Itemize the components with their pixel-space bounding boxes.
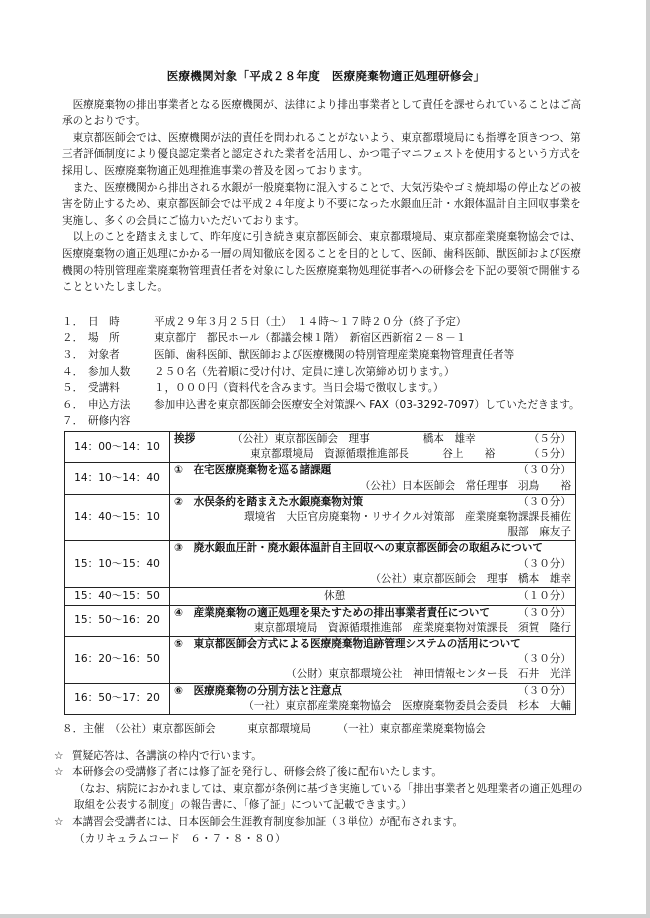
speaker-org: （公社）東京都医師会 理事 <box>232 432 370 445</box>
session-duration: （３０分） <box>518 606 571 619</box>
star-icon: ☆ <box>54 766 64 779</box>
table-row <box>65 463 576 494</box>
event-details <box>62 314 590 430</box>
note-subtext <box>62 831 590 848</box>
note-item <box>54 748 590 765</box>
session-duration: （１０分） <box>518 589 571 602</box>
detail-number: ５． <box>62 382 84 395</box>
detail-number: ７． <box>62 415 84 428</box>
program-table <box>64 431 576 715</box>
detail-label: 日 時 <box>88 315 120 328</box>
session-cell <box>170 463 576 494</box>
detail-number: ６． <box>62 398 84 411</box>
speaker-name: 橋本 雄幸 <box>518 572 571 585</box>
speaker-org: （公財）東京都環境公社 神田情報センター長 <box>285 668 509 681</box>
detail-audience <box>62 347 590 364</box>
detail-value: 東京都庁 都民ホール（都議会棟１階） 新宿区西新宿２－８－１ <box>154 332 467 345</box>
session-duration: （３０分） <box>518 684 571 697</box>
intro-paragraph-1: 医療廃棄物の排出事業者となる医療機関が、法律により排出事業者として責任を課せられていることはご高承のとおりです。 <box>62 98 582 128</box>
session-title: ① 在宅医療廃棄物を巡る諸課題 <box>174 464 332 477</box>
speaker-org: 環境省 大臣官房廃棄物・リサイクル対策部 産業廃棄物課課長補佐 <box>244 510 571 523</box>
notes-section <box>54 748 590 848</box>
intro-paragraph-2: 東京都医師会では、医療機関が法的責任を問われることがないよう、東京都環境局にも指導を頂きつつ、第三者評価制度により優良認定業者と認定された業者を活用し、かつ電子マニフェストを使用するという方式を採用し、医療廃棄物適正処理推進事業の普及を図っております。 <box>62 131 581 177</box>
session-duration: （５分） <box>528 432 571 445</box>
speaker-org: （一社）東京都産業廃棄物協会 医療廃棄物委員会委員 <box>243 699 509 712</box>
detail-number: １． <box>62 315 84 328</box>
star-icon: ☆ <box>54 749 64 762</box>
note-text: （カリキュラムコード ６・７・８・８０） <box>74 832 286 845</box>
session-duration: （３０分） <box>518 557 571 570</box>
detail-date <box>62 314 590 331</box>
session-cell <box>170 587 576 605</box>
session-time: 15：50～16：20 <box>65 605 170 636</box>
speaker-org: 東京都環境局 資源循環推進部長 <box>250 448 409 461</box>
document-title: 医療機関対象「平成２８年度 医療廃棄物適正処理研修会」 <box>166 69 486 83</box>
detail-application <box>62 397 590 414</box>
speaker-name: 橋本 雄幸 <box>422 432 476 445</box>
note-text: 本講習会受講者には、日本医師会生涯教育制度参加証（３単位）が配布されます。 <box>72 815 464 828</box>
note-subtext <box>62 781 590 814</box>
session-time: 16：50～17：20 <box>65 683 170 714</box>
speaker-name: 須賀 隆行 <box>518 621 571 634</box>
note-item <box>54 814 590 831</box>
table-row <box>65 636 576 683</box>
detail-value: 参加申込書を東京都医師会医療安全対策課へ FAX（03-3292-7097）していただきます。 <box>154 398 580 411</box>
table-row <box>65 494 576 541</box>
table-row <box>65 587 576 605</box>
detail-number: ３． <box>62 348 84 361</box>
intro-paragraph-4: 以上のことを踏まえまして、昨年度に引き続き東京都医師会、東京都環境局、東京都産業廃棄物協会では、医療廃棄物の適正処理にかかる一層の周知徹底を図ることを目的として、医師、歯科医師、獣医師および医療機関の特別管理産業廃棄物管理責任者を対象にした医療廃棄物処理従事者への研修会を下記の要領で開催することといたしました。 <box>62 231 582 294</box>
detail-value: ２５０名（先着順に受け付け、定員に達し次第締め切ります。） <box>154 365 455 378</box>
document-body <box>54 68 590 847</box>
speaker-name: 羽鳥 裕 <box>518 479 571 492</box>
detail-label: 研修内容 <box>88 415 131 428</box>
session-time: 14：40～15：10 <box>65 494 170 541</box>
detail-venue <box>62 330 590 347</box>
detail-number: ４． <box>62 365 84 378</box>
note-text: 質疑応答は、各講演の枠内で行います。 <box>72 749 262 762</box>
session-cell <box>170 605 576 636</box>
speaker-name: 谷上 裕 <box>442 448 496 461</box>
session-title: ⑤ 東京都医師会方式による医療廃棄物追跡管理システムの活用について <box>174 637 521 650</box>
note-item <box>54 764 590 781</box>
session-cell <box>170 541 576 588</box>
session-time: 16：20～16：50 <box>65 636 170 683</box>
detail-capacity <box>62 364 590 381</box>
table-row <box>65 541 576 588</box>
session-cell <box>170 431 576 462</box>
session-cell <box>170 636 576 683</box>
session-title: ⑥ 医療廃棄物の分別方法と注意点 <box>174 684 342 697</box>
detail-label: 申込方法 <box>88 398 131 411</box>
table-row <box>65 683 576 714</box>
star-icon: ☆ <box>54 815 64 828</box>
session-cell <box>170 494 576 541</box>
session-title: 挨拶 <box>174 432 196 445</box>
note-text: 本研修会の受講修了者には修了証を発行し、研修会終了後に配布いたします。 <box>72 766 442 779</box>
detail-value: 医師、歯科医師、獣医師および医療機関の特別管理産業廃棄物管理責任者等 <box>154 348 515 361</box>
table-row <box>65 605 576 636</box>
speaker-org: （公社）日本医師会 常任理事 <box>359 479 509 492</box>
speaker-org: 東京都環境局 資源循環推進部 産業廃棄物対策課長 <box>253 621 509 634</box>
detail-label: 受講料 <box>88 382 120 395</box>
session-title: ③ 廃水銀血圧計・廃水銀体温計自主回収への東京都医師会の取組みについて <box>174 542 543 555</box>
detail-fee <box>62 380 590 397</box>
speaker-org: （公社）東京都医師会 理事 <box>370 572 509 585</box>
session-time: 15：10～15：40 <box>65 541 170 588</box>
detail-label: 場 所 <box>88 332 120 345</box>
detail-number: ２． <box>62 332 84 345</box>
speaker-name: 石井 光洋 <box>518 668 571 681</box>
session-duration: （３０分） <box>518 464 571 477</box>
session-time: 14：10～14：40 <box>65 463 170 494</box>
session-time: 15：40～15：50 <box>65 587 170 605</box>
session-title: 休憩 <box>324 589 346 602</box>
detail-program-heading <box>62 413 590 430</box>
detail-value: １，０００円（資料代を含みます。当日会場で徴収します。） <box>154 382 444 395</box>
session-duration: （３０分） <box>518 653 571 666</box>
detail-label: 参加人数 <box>88 365 131 378</box>
session-duration: （３０分） <box>518 495 571 508</box>
session-duration: （５分） <box>528 448 571 461</box>
intro-paragraph-3: また、医療機関から排出される水銀が一般廃棄物に混入することで、大気汚染やゴミ焼却場の停止などの被害を防止するため、東京都医師会では平成２４年度より不要になった水銀血圧計・水銀体温計自主回収事業を実施し、多くの会員にご協力いただいております。 <box>62 181 581 227</box>
session-title: ④ 産業廃棄物の適正処理を果たすための排出事業者責任について <box>174 606 490 619</box>
detail-value <box>154 413 590 430</box>
note-text: （なお、病院におかれましては、東京都が条例に基づき実施している「排出事業者と処理業者の適正処理の取組を公表する制度」の報告書に、「修了証」について記載できます。） <box>74 782 583 812</box>
session-cell <box>170 683 576 714</box>
table-row <box>65 431 576 462</box>
organizers: ８．主催 （公社）東京都医師会 東京都環境局 （一社）東京都産業廃棄物協会 <box>62 722 486 735</box>
detail-value: 平成２９年３月２５日（土） １４時～１７時２０分（終了予定） <box>154 315 467 328</box>
speaker-name: 杉本 大輔 <box>518 699 571 712</box>
session-title: ② 水俣条約を踏まえた水銀廃棄物対策 <box>174 495 364 508</box>
session-time: 14：00～14：10 <box>65 431 170 462</box>
detail-label: 対象者 <box>88 348 120 361</box>
speaker-name: 服部 麻友子 <box>507 526 571 539</box>
